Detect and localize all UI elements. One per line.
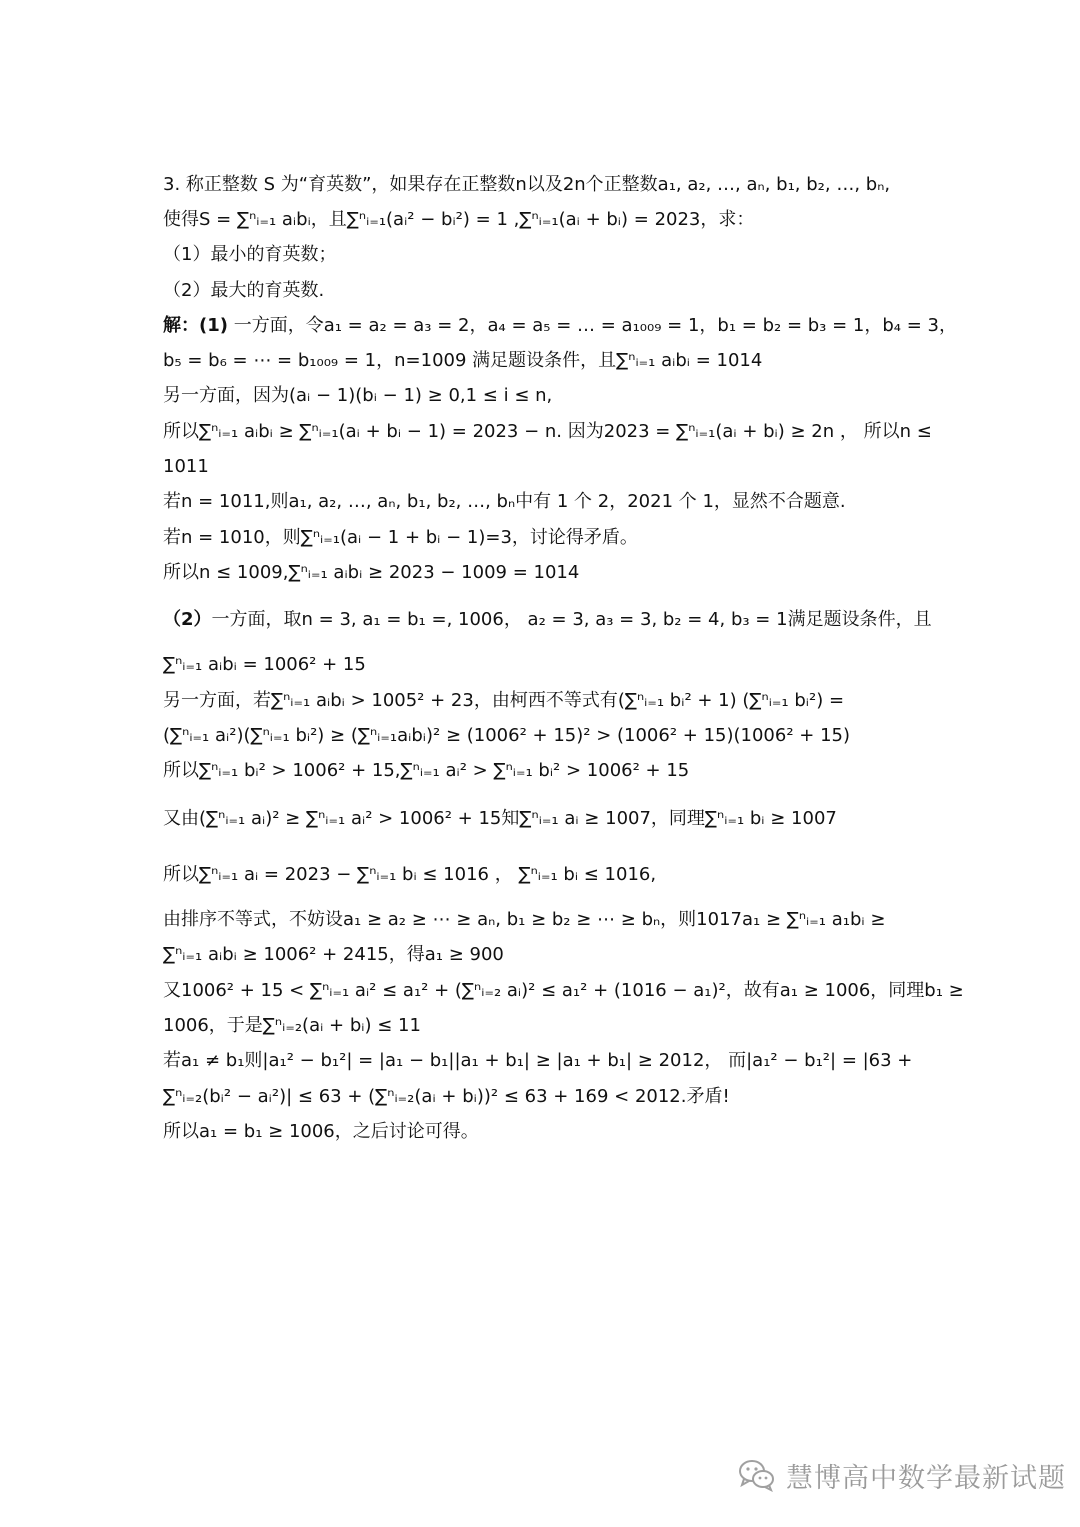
solution-part2-line-5: 所以∑ⁿᵢ₌₁ bᵢ² > 1006² + 15,∑ⁿᵢ₌₁ aᵢ² > ∑ⁿᵢ₌₁ bᵢ² > 1006² + 15 xyxy=(163,760,690,781)
watermark-text: 慧博高中数学最新试题 xyxy=(786,1462,1066,1494)
solution-part2-line-10: 又1006² + 15 < ∑ⁿᵢ₌₁ aᵢ² ≤ a₁² + (∑ⁿᵢ₌₂ aᵢ)² ≤ a₁² + (1016 − a₁)²，故有a₁ ≥ 1006，同理b₁ ≥ xyxy=(163,980,964,1001)
solution-part1-line-6: 若n = 1011,则a₁, a₂, …, aₙ, b₁, b₂, …, bₙ中有 1 个 2，2021 个 1，显然不合题意. xyxy=(163,491,846,512)
solution-part2-line-6: 又由(∑ⁿᵢ₌₁ aᵢ)² ≥ ∑ⁿᵢ₌₁ aᵢ² > 1006² + 15知∑ⁿᵢ₌₁ aᵢ ≥ 1007，同理∑ⁿᵢ₌₁ bᵢ ≥ 1007 xyxy=(163,808,837,829)
solution-part2-line-11: 1006，于是∑ⁿᵢ₌₂(aᵢ + bᵢ) ≤ 11 xyxy=(163,1015,421,1036)
solution-part2-heading: （2） xyxy=(163,609,212,630)
solution-part1-heading: 解：(1) xyxy=(163,315,228,336)
solution-part2-line-8: 由排序不等式，不妨设a₁ ≥ a₂ ≥ ⋯ ≥ aₙ, b₁ ≥ b₂ ≥ ⋯ ≥ bₙ，则1017a₁ ≥ ∑ⁿᵢ₌₁ a₁bᵢ ≥ xyxy=(163,909,886,930)
solution-part2-line-14: 所以a₁ = b₁ ≥ 1006，之后讨论可得。 xyxy=(163,1121,479,1142)
solution-part1-line-4: 所以∑ⁿᵢ₌₁ aᵢbᵢ ≥ ∑ⁿᵢ₌₁(aᵢ + bᵢ − 1) = 2023 − n. 因为2023 = ∑ⁿᵢ₌₁(aᵢ + bᵢ) ≥ 2n ， 所以n ≤ xyxy=(163,421,932,442)
solution-part2-line-4: (∑ⁿᵢ₌₁ aᵢ²)(∑ⁿᵢ₌₁ bᵢ²) ≥ (∑ⁿᵢ₌₁aᵢbᵢ)² ≥ (1006² + 15)² > (1006² + 15)(1006² + 15) xyxy=(163,725,850,746)
solution-part1-line-8: 所以n ≤ 1009,∑ⁿᵢ₌₁ aᵢbᵢ ≥ 2023 − 1009 = 1014 xyxy=(163,562,580,583)
question-1: （1）最小的育英数； xyxy=(163,244,337,265)
solution-part2-line-9: ∑ⁿᵢ₌₁ aᵢbᵢ ≥ 1006² + 2415，得a₁ ≥ 900 xyxy=(163,944,504,965)
solution-part2-line-13: ∑ⁿᵢ₌₂(bᵢ² − aᵢ²)| ≤ 63 + (∑ⁿᵢ₌₂(aᵢ + bᵢ))² ≤ 63 + 169 < 2012.矛盾! xyxy=(163,1086,730,1107)
solution-part1-line-5: 1011 xyxy=(163,456,209,477)
problem-line-2: 使得S = ∑ⁿᵢ₌₁ aᵢbᵢ，且∑ⁿᵢ₌₁(aᵢ² − bᵢ²) = 1 ,∑ⁿᵢ₌₁(aᵢ + bᵢ) = 2023，求： xyxy=(163,209,755,230)
question-2: （2）最大的育英数. xyxy=(163,280,325,301)
solution-part1-line-1 xyxy=(163,313,957,339)
solution-part1-line-2: b₅ = b₆ = ⋯ = b₁₀₀₉ = 1，n=1009 满足题设条件，且∑ⁿᵢ₌₁ aᵢbᵢ = 1014 xyxy=(163,350,763,371)
solution-part1-line-3: 另一方面，因为(aᵢ − 1)(bᵢ − 1) ≥ 0,1 ≤ i ≤ n, xyxy=(163,385,553,406)
solution-part2-line-7: 所以∑ⁿᵢ₌₁ aᵢ = 2023 − ∑ⁿᵢ₌₁ bᵢ ≤ 1016 ， ∑ⁿᵢ₌₁ bᵢ ≤ 1016, xyxy=(163,864,657,885)
solution-part2-line-12: 若a₁ ≠ b₁则|a₁² − b₁²| = |a₁ − b₁||a₁ + b₁| ≥ |a₁ + b₁| ≥ 2012， 而|a₁² − b₁²| = |63 + xyxy=(163,1050,913,1071)
solution-part2-line-1 xyxy=(163,607,930,633)
solution-text: 一方面，令a₁ = a₂ = a₃ = 2，a₄ = a₅ = … = a₁₀₀₉ = 1，b₁ = b₂ = b₃ = 1，b₄ = 3， xyxy=(227,315,957,336)
problem-line-1: 3. 称正整数 S 为“育英数”，如果存在正整数n以及2n个正整数a₁, a₂, …, aₙ, b₁, b₂, …, bₙ, xyxy=(163,174,891,195)
watermark xyxy=(738,1450,1066,1500)
solution-part2-line-2: ∑ⁿᵢ₌₁ aᵢbᵢ = 1006² + 15 xyxy=(163,654,366,675)
solution-part2-line-3: 另一方面，若∑ⁿᵢ₌₁ aᵢbᵢ > 1005² + 23，由柯西不等式有(∑ⁿᵢ₌₁ bᵢ² + 1) (∑ⁿᵢ₌₁ bᵢ²) = xyxy=(163,690,845,711)
wechat-icon xyxy=(738,1458,776,1492)
solution-text: 一方面，取n = 3, a₁ = b₁ =, 1006， a₂ = 3, a₃ = 3, b₂ = 4, b₃ = 1满足题设条件，且 xyxy=(211,609,932,630)
solution-part1-line-7: 若n = 1010，则∑ⁿᵢ₌₁(aᵢ − 1 + bᵢ − 1)=3，讨论得矛盾。 xyxy=(163,527,638,548)
